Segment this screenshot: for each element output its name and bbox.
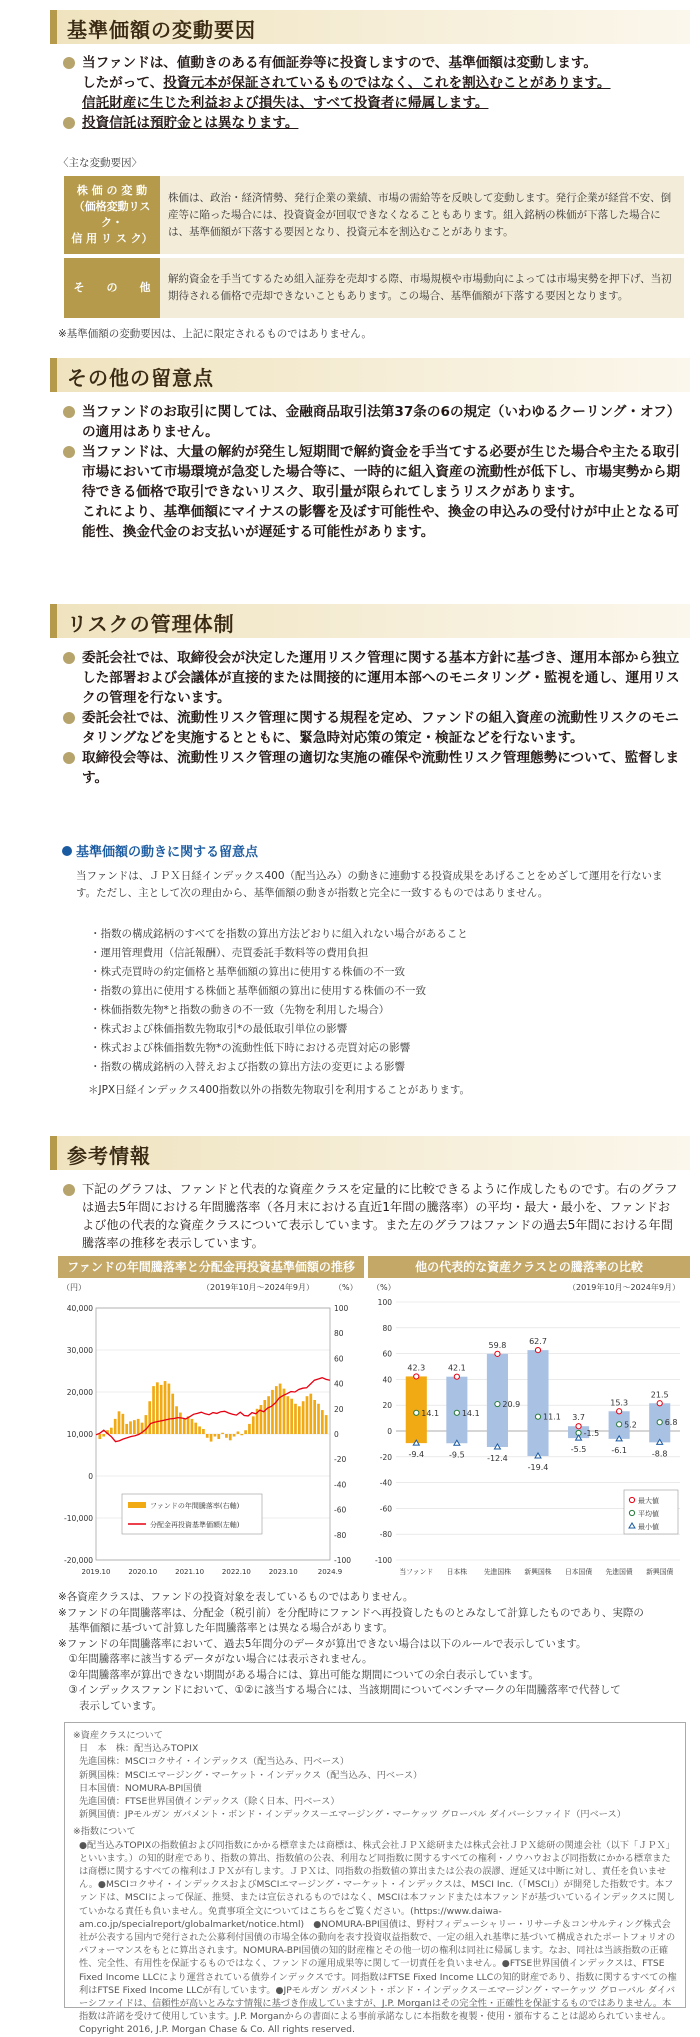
asset-class-comparison-svg bbox=[368, 1278, 690, 1584]
avg-marker bbox=[454, 1410, 459, 1415]
bullet-item bbox=[62, 402, 682, 442]
volatility-bullets bbox=[62, 53, 682, 133]
right-tick-label: -20 bbox=[334, 1455, 347, 1465]
factor-text: 株価は、政治・経済情勢、発行企業の業績、市場の需給等を反映して変動します。発行企業が経営不安、倒産等に陥った場合には、投資資金が回収できなくなることもあります。組入銘柄の株価が下落した場合には、基準価額が下落する要因となり、投資元本を割込むことがあります。 bbox=[160, 176, 684, 256]
list-item: ・株価指数先物*と指数の動きの不一致（先物を利用した場合） bbox=[90, 1004, 390, 1016]
tracking-reasons-list bbox=[90, 925, 470, 1100]
legend-label: 最大値 bbox=[638, 1497, 659, 1505]
bullet-item bbox=[62, 1180, 682, 1252]
y-tick-label: -80 bbox=[379, 1530, 392, 1540]
category-label: 日本国債 bbox=[564, 1568, 593, 1576]
right-tick-label: 0 bbox=[334, 1430, 339, 1439]
return-bar bbox=[98, 1434, 101, 1439]
legend-label: 分配金再投資基準価額(左軸) bbox=[150, 1521, 240, 1529]
return-bar bbox=[194, 1423, 197, 1434]
return-bar bbox=[325, 1415, 328, 1434]
legend-label: 平均値 bbox=[638, 1510, 659, 1518]
section-title: その他の留意点 bbox=[67, 366, 214, 390]
return-bar bbox=[233, 1434, 236, 1437]
list-item: ＊JPX日経インデックス400指数以外の指数先物取引を利用することがあります。 bbox=[88, 1084, 471, 1096]
avg-label: 20.9 bbox=[502, 1400, 521, 1410]
return-bar bbox=[225, 1434, 228, 1438]
chart-title: ファンドの年間騰落率と分配金再投資基準価額の推移 bbox=[58, 1256, 364, 1278]
return-bar bbox=[179, 1413, 182, 1434]
max-label: 3.7 bbox=[572, 1413, 585, 1423]
category-label: 当ファンド bbox=[399, 1568, 434, 1576]
factor-label: そ の 他 bbox=[64, 256, 160, 320]
y-tick-label: 20 bbox=[382, 1401, 392, 1411]
max-marker bbox=[414, 1374, 419, 1379]
bullet-text: 委託会社では、取締役会が決定した運用リスク管理に関する基本方針に基づき、運用本部から独立した部署および会議体が直接的または間接的に運用本部へのモニタリング・監視を通し、運用リスクの管理を行ないます。 bbox=[82, 650, 680, 706]
factor-label bbox=[64, 176, 160, 256]
min-label: -8.8 bbox=[651, 1449, 668, 1459]
section-header-volatility bbox=[50, 10, 690, 44]
return-bar bbox=[267, 1396, 270, 1434]
return-bar bbox=[321, 1410, 324, 1434]
return-bar bbox=[286, 1396, 289, 1434]
index-intro: 当ファンドは、ＪＰＸ日経インデックス400（配当込み）の動きに連動する投資成果をあげることをめざして運用を行ないます。ただし、主として次の理由から、基準価額の動きが指数と完全に一致するものではありません。 bbox=[76, 870, 663, 899]
right-tick-label: -80 bbox=[334, 1530, 347, 1540]
x-tick-label: 2019.10 bbox=[81, 1568, 111, 1576]
asset-class-item: 日本国債：NOMURA-BPI国債 bbox=[79, 1782, 202, 1794]
y-tick-label: -20 bbox=[379, 1452, 392, 1462]
right-tick-label: -100 bbox=[334, 1556, 352, 1565]
return-bar bbox=[183, 1419, 186, 1434]
left-tick-label: 0 bbox=[88, 1472, 93, 1481]
return-bar bbox=[248, 1424, 251, 1434]
asset-class-item: 先進国債：FTSE世界国債インデックス（除く日本、円ベース） bbox=[79, 1796, 340, 1808]
section-header-reference bbox=[50, 1136, 690, 1170]
avg-label: 5.2 bbox=[624, 1420, 637, 1430]
min-label: -9.5 bbox=[449, 1450, 465, 1460]
bullet-text: 委託会社では、流動性リスク管理に関する規程を定め、ファンドの組入資産の流動性リスクのモニタリングなどを実施するとともに、緊急時対応策の策定・検証などを行ないます。 bbox=[82, 710, 679, 746]
note-line: ②年間騰落率が算出できない期間がある場合には、算出可能な期間についての余白表示しています。 bbox=[58, 1668, 539, 1681]
min-label: -19.4 bbox=[527, 1463, 549, 1473]
blue-dot-icon bbox=[62, 846, 72, 856]
asset-class-list bbox=[73, 1742, 677, 1821]
bullet-text: 取締役会等は、流動性リスク管理の適切な実施の確保や流動性リスク管理態勢について、監督します。 bbox=[82, 750, 680, 786]
section-header-risk-management bbox=[50, 604, 690, 638]
bullet-text: したがって、 bbox=[82, 75, 164, 91]
legend-label: 最小値 bbox=[638, 1523, 659, 1531]
legend-swatch-bar bbox=[128, 1502, 146, 1508]
return-bar bbox=[260, 1405, 263, 1434]
return-bar bbox=[298, 1406, 301, 1434]
bullet-item bbox=[62, 502, 682, 542]
right-tick-label: 40 bbox=[334, 1379, 344, 1389]
avg-label: 14.1 bbox=[421, 1408, 440, 1418]
y-tick-label: 60 bbox=[382, 1349, 392, 1359]
max-label: 42.3 bbox=[407, 1363, 426, 1373]
bullet-dot-icon bbox=[63, 752, 75, 764]
return-bar bbox=[302, 1401, 305, 1434]
bullet-text: これにより、基準価額にマイナスの影響を及ぼす可能性や、換金の申込みの受付けが中止となる可能性、換金代金のお支払いが遅延する可能性があります。 bbox=[82, 504, 680, 540]
return-bar bbox=[290, 1399, 293, 1434]
bullet-item bbox=[62, 113, 682, 133]
category-label: 新興国株 bbox=[524, 1568, 552, 1576]
section-title: 基準価額の変動要因 bbox=[67, 18, 256, 42]
category-label: 先進国債 bbox=[605, 1568, 633, 1576]
x-tick-label: 2022.10 bbox=[221, 1568, 251, 1576]
bullet-item bbox=[62, 53, 682, 113]
y-tick-label: 40 bbox=[382, 1375, 392, 1385]
return-bar bbox=[206, 1434, 209, 1438]
return-bar bbox=[221, 1433, 224, 1434]
return-bar bbox=[133, 1420, 136, 1434]
section-title: リスクの管理体制 bbox=[67, 612, 235, 636]
legend-avg-icon bbox=[629, 1510, 634, 1515]
bullet-dot-icon bbox=[63, 446, 75, 458]
right-tick-label: -40 bbox=[334, 1480, 347, 1490]
return-bar bbox=[152, 1386, 155, 1434]
right-tick-label: 60 bbox=[334, 1354, 344, 1364]
bullet-dot-icon bbox=[63, 117, 75, 129]
left-tick-label: 40,000 bbox=[66, 1304, 93, 1313]
note-line: ※各資産クラスは、ファンドの投資対象を表しているものではありません。 bbox=[58, 1591, 414, 1603]
fund-return-chart bbox=[58, 1256, 364, 1586]
max-marker bbox=[535, 1348, 540, 1353]
max-marker bbox=[495, 1351, 500, 1356]
return-bar bbox=[191, 1419, 194, 1434]
return-bar bbox=[129, 1421, 132, 1434]
avg-label: -1.5 bbox=[583, 1428, 600, 1438]
right-tick-label: 20 bbox=[334, 1404, 344, 1414]
return-bar bbox=[313, 1400, 316, 1434]
bullet-dot-icon bbox=[63, 406, 75, 418]
x-tick-label: 2020.10 bbox=[128, 1568, 158, 1576]
bullet-text-underlined: 投資元本が保証されているものではなく、これを割込むことがあります。 bbox=[163, 75, 611, 91]
max-label: 42.1 bbox=[447, 1363, 466, 1373]
category-label: 新興国債 bbox=[646, 1568, 674, 1576]
list-item: ・指数の算出に使用する株価と基準価額の算出に使用する株価の不一致 bbox=[90, 985, 426, 997]
avg-marker bbox=[535, 1414, 540, 1419]
return-bar bbox=[164, 1381, 167, 1434]
bullet-text-underlined: 投資信託は預貯金とは異なります。 bbox=[82, 115, 299, 131]
return-bar bbox=[110, 1428, 113, 1434]
other-notes-bullets bbox=[62, 402, 682, 542]
chart-notes bbox=[58, 1590, 688, 1714]
min-label: -9.4 bbox=[408, 1450, 425, 1460]
legend-label: ファンドの年間騰落率(右軸) bbox=[150, 1502, 240, 1510]
list-item: ・運用管理費用（信託報酬）、売買委託手数料等の費用負担 bbox=[90, 947, 369, 959]
right-axis-unit: （%） bbox=[334, 1283, 358, 1292]
return-bar bbox=[317, 1404, 320, 1434]
max-marker bbox=[454, 1374, 459, 1379]
bullet-dot-icon bbox=[63, 1184, 75, 1196]
max-marker bbox=[617, 1409, 622, 1414]
max-label: 15.3 bbox=[610, 1398, 629, 1408]
y-tick-label: 80 bbox=[382, 1323, 392, 1333]
return-bar bbox=[309, 1394, 312, 1434]
y-tick-label: -100 bbox=[374, 1556, 392, 1565]
return-bar bbox=[214, 1434, 217, 1437]
factors-label: 〈主な変動要因〉 bbox=[58, 157, 142, 169]
return-bar bbox=[252, 1416, 255, 1434]
return-bar bbox=[102, 1434, 105, 1437]
risk-management-bullets bbox=[62, 648, 682, 788]
section-title: 参考情報 bbox=[67, 1144, 151, 1168]
min-label: -5.5 bbox=[570, 1445, 587, 1455]
return-bar bbox=[263, 1400, 266, 1434]
avg-label: 14.1 bbox=[461, 1408, 480, 1418]
return-bar bbox=[145, 1415, 148, 1434]
return-bar bbox=[118, 1411, 121, 1434]
x-tick-label: 2021.10 bbox=[175, 1568, 205, 1576]
bullet-dot-icon bbox=[63, 57, 75, 69]
right-tick-label: 100 bbox=[334, 1304, 349, 1313]
bullet-text-underlined: 信託財産に生じた利益および損失は、すべて投資者に帰属します。 bbox=[82, 95, 489, 111]
note-line: ※ファンドの年間騰落率において、過去5年間分のデータが算出できない場合は以下のルールで表示しています。 bbox=[58, 1637, 587, 1650]
return-bar bbox=[137, 1419, 140, 1434]
index-disclaimer: ●配当込みTOPIXの指数値および同指数にかかる標章または商標は、株式会社ＪＰＸ総研または株式会社ＪＰＸ総研の関連会社（以下「ＪＰＸ」といいます。）の知的財産であり、指数の算出、指数値の公表、利用など同指数に関するすべての権利・ノウハウおよび同指数にかかる標章または商標に関するすべての権利はＪＰＸが有します。ＪＰＸは、同指数の指数値の算出または公表の誤謬、遅延又は中断に対し、責任を負いません。●MSCIコクサイ・インデックスおよびMSCIエマージング・マーケット・インデックスは、MSCI Inc.（「MSCI」）が開発した指数です。本ファンドは、MSCIによって保証、推奨、または宣伝されるものではなく、MSCIは本ファンドまたは本ファンドが基づいているインデックスに関していかなる責任も負いません。免責事項全文についてはこちらをご覧ください。(https://www.daiwa-am.co.jp/specialreport/globalmarket/notice.html) ●NOMURA-BPI国債は、野村フィデューシャリー・リサーチ＆コンサルティング株式会社が公表する国内で発行された公募利付国債の市場全体の動向を表す投資収益指数で、一定の組入れ基準に基づいて構成されたポートフォリオのパフォーマンスをもとに算出されます。NOMURA-BPI国債の知的財産権とその他一切の権利は同社に帰属します。なお、同社は当該指数の正確性、完全性、有用性を保証するものではなく、ファンドの運用成果等に関して一切責任を負いません。●FTSE世界国債インデックスは、FTSE Fixed Income LLCにより運営されている債券インデックスです。同指数はFTSE Fixed Income LLCの知的財産であり、指数に関するすべての権利はFTSE Fixed Income LLCが有しています。●JPモルガン ガバメント・ボンド・インデックス－エマージング・マーケッツ グローバル ダイバーシファイドは、信頼性が高いとみなす情報に基づき作成していますが、J.P. Morganはその完全性・正確性を保証するものではありません。本指数は許諾を受けて使用しています。J.P. Morganからの書面による事前承諾なしに本指数を複製・使用・頒布することは認められていません。Copyright 2016, J.P. Morgan Chase & Co. All rights reserved. bbox=[79, 1839, 677, 2036]
return-bar bbox=[148, 1401, 151, 1434]
max-label: 59.8 bbox=[488, 1340, 507, 1350]
return-bar bbox=[279, 1384, 282, 1434]
asset-class-item: 新興国債：JPモルガン ガバメント・ボンド・インデックス－エマージング・マーケッツ グローバル ダイバーシファイド（円ベース） bbox=[79, 1809, 626, 1821]
return-bar bbox=[125, 1424, 128, 1434]
bullet-dot-icon bbox=[63, 712, 75, 724]
index-title: ※指数について bbox=[73, 1826, 136, 1838]
range-bar bbox=[527, 1350, 548, 1456]
asset-class-item: 日 本 株：配当込みTOPIX bbox=[79, 1743, 199, 1755]
return-bar bbox=[306, 1396, 309, 1434]
return-bar bbox=[240, 1434, 243, 1435]
bullet-text: 当ファンドは、値動きのある有価証券等に投資しますので、基準価額は変動します。 bbox=[82, 55, 597, 71]
category-label: 日本株 bbox=[446, 1568, 468, 1576]
x-tick-label: 2023.10 bbox=[268, 1568, 298, 1576]
return-bar bbox=[160, 1385, 163, 1434]
avg-marker bbox=[414, 1410, 419, 1415]
asset-class-item: 先進国株：MSCIコクサイ・インデックス（配当込み、円ベース） bbox=[79, 1756, 350, 1768]
return-bar bbox=[156, 1382, 159, 1434]
return-bar bbox=[171, 1394, 174, 1434]
note-line: 基準価額に基づいて計算した年間騰落率とは異なる場合があります。 bbox=[58, 1622, 394, 1634]
x-tick-label: 2024.9 bbox=[317, 1568, 343, 1576]
asset-class-comparison-chart bbox=[368, 1256, 690, 1586]
asset-class-title: ※資産クラスについて bbox=[73, 1730, 163, 1741]
return-bar bbox=[168, 1384, 171, 1434]
return-bar bbox=[175, 1406, 178, 1434]
asset-class-item: 新興国株：MSCIエマージング・マーケット・インデックス（配当込み、円ベース） bbox=[79, 1769, 423, 1781]
avg-label: 6.8 bbox=[664, 1418, 678, 1428]
max-label: 21.5 bbox=[650, 1390, 669, 1400]
left-tick-label: -20,000 bbox=[64, 1556, 93, 1565]
avg-label: 11.1 bbox=[543, 1412, 561, 1422]
legend-max-icon bbox=[629, 1497, 634, 1502]
bullet-text: 下記のグラフは、ファンドと代表的な資産クラスを定量的に比較できるように作成したものです。右のグラフは過去5年間における年間騰落率（各月末における直近1年間の騰落率）の平均・最大・最小を、ファンドおよび他の代表的な資産クラスについて表示しています。また左のグラフはファンドの過去5年間における年間騰落率の推移を表示しています。 bbox=[82, 1182, 678, 1250]
axis-unit: （%） bbox=[372, 1283, 396, 1292]
bullet-item bbox=[62, 748, 682, 788]
avg-marker bbox=[617, 1422, 622, 1427]
return-bar bbox=[187, 1416, 190, 1434]
avg-marker bbox=[657, 1420, 662, 1425]
left-tick-label: 10,000 bbox=[66, 1430, 93, 1439]
return-bar bbox=[237, 1431, 240, 1434]
fund-return-chart-svg bbox=[58, 1278, 364, 1584]
category-label: 先進国株 bbox=[483, 1568, 512, 1576]
factor-row bbox=[64, 176, 684, 256]
note-line: ※ファンドの年間騰落率は、分配金（税引前）を分配時にファンドへ再投資したものとみなして計算したものであり、実際の bbox=[58, 1606, 644, 1619]
chart-title: 他の代表的な資産クラスとの騰落率の比較 bbox=[368, 1256, 690, 1278]
return-bar bbox=[229, 1434, 232, 1440]
factors-table bbox=[64, 176, 684, 322]
sub-heading bbox=[62, 841, 258, 860]
bullet-item bbox=[62, 442, 682, 502]
return-bar bbox=[244, 1430, 247, 1434]
factor-label-line: 株 価 の 変 動 bbox=[76, 184, 148, 197]
min-label: -12.4 bbox=[487, 1453, 508, 1463]
return-bar bbox=[210, 1434, 213, 1442]
list-item: ・指数の構成銘柄の入替えおよび指数の算出方法の変更による影響 bbox=[90, 1061, 405, 1073]
note-line: ③インデックスファンドにおいて、①②に該当する場合には、当該期間についてベンチマークの年間騰落率で代替して bbox=[58, 1684, 621, 1696]
bullet-item bbox=[62, 648, 682, 708]
return-bar bbox=[114, 1419, 117, 1434]
y-tick-label: -40 bbox=[379, 1478, 392, 1488]
factor-label-line: （価格変動リスク・ bbox=[73, 200, 151, 229]
bullet-item bbox=[62, 708, 682, 748]
bullet-text: 当ファンドのお取引に関しては、金融商品取引法第37条の6の規定（いわゆるクーリング・オフ）の適用はありません。 bbox=[82, 404, 681, 440]
factor-text: 解約資金を手当てするため組入証券を売却する際、市場規模や市場動向によっては市場実勢を押下げ、当初期待される価格で売却できないこともあります。この場合、基準価額が下落する要因となります。 bbox=[160, 256, 684, 320]
chart-period: （2019年10月～2024年9月） bbox=[568, 1283, 680, 1292]
left-tick-label: -10,000 bbox=[64, 1514, 93, 1523]
right-tick-label: 80 bbox=[334, 1329, 344, 1339]
factors-note: ※基準価額の変動要因は、上記に限定されるものではありません。 bbox=[58, 328, 372, 340]
note-line: ①年間騰落率に該当するデータがない場合には表示されません。 bbox=[58, 1653, 373, 1665]
left-axis-unit: （円） bbox=[62, 1283, 86, 1292]
bullet-text: 当ファンドは、大量の解約が発生し短期間で解約資金を手当てする必要が生じた場合や主たる取引市場において市場環境が急変した場合等に、一時的に組入資産の流動性が低下し、市場実勢から期待できる価格で取引できないリスク、取引量が限られてしまうリスクがあります。 bbox=[82, 444, 681, 500]
return-bar bbox=[122, 1414, 125, 1434]
list-item: ・株式売買時の約定価格と基準価額の算出に使用する株価の不一致 bbox=[90, 966, 405, 978]
list-item: ・指数の構成銘柄のすべてを指数の算出方法どおりに組入れない場合があること bbox=[90, 928, 468, 940]
note-line: 表示しています。 bbox=[58, 1699, 163, 1712]
return-bar bbox=[275, 1386, 278, 1434]
right-tick-label: -60 bbox=[334, 1505, 347, 1515]
max-label: 62.7 bbox=[529, 1337, 547, 1347]
list-item: ・株式および株価指数先物取引*の最低取引単位の影響 bbox=[90, 1023, 348, 1035]
bullet-dot-icon bbox=[63, 652, 75, 664]
reference-intro bbox=[62, 1180, 682, 1252]
return-bar bbox=[202, 1429, 205, 1434]
y-tick-label: 0 bbox=[387, 1427, 392, 1436]
return-bar bbox=[198, 1426, 201, 1434]
max-marker bbox=[576, 1424, 581, 1429]
section-header-other-notes bbox=[50, 358, 690, 392]
avg-marker bbox=[495, 1401, 500, 1406]
return-bar bbox=[217, 1434, 220, 1439]
return-bar bbox=[294, 1404, 297, 1434]
left-tick-label: 20,000 bbox=[66, 1388, 93, 1397]
index-info-box bbox=[64, 1722, 686, 2036]
chart-period: （2019年10月～2024年9月） bbox=[202, 1283, 314, 1292]
return-bar bbox=[271, 1390, 274, 1434]
y-tick-label: 100 bbox=[377, 1298, 392, 1307]
left-tick-label: 30,000 bbox=[66, 1346, 93, 1355]
factor-row bbox=[64, 256, 684, 320]
max-marker bbox=[657, 1401, 662, 1406]
list-item: ・株式および株価指数先物*の流動性低下時における売買対応の影響 bbox=[90, 1042, 411, 1054]
min-label: -6.1 bbox=[611, 1445, 627, 1455]
factor-label-line: 信 用 リ ス ク） bbox=[71, 232, 153, 245]
sub-heading-text: 基準価額の動きに関する留意点 bbox=[76, 845, 259, 860]
y-tick-label: -60 bbox=[379, 1504, 392, 1514]
